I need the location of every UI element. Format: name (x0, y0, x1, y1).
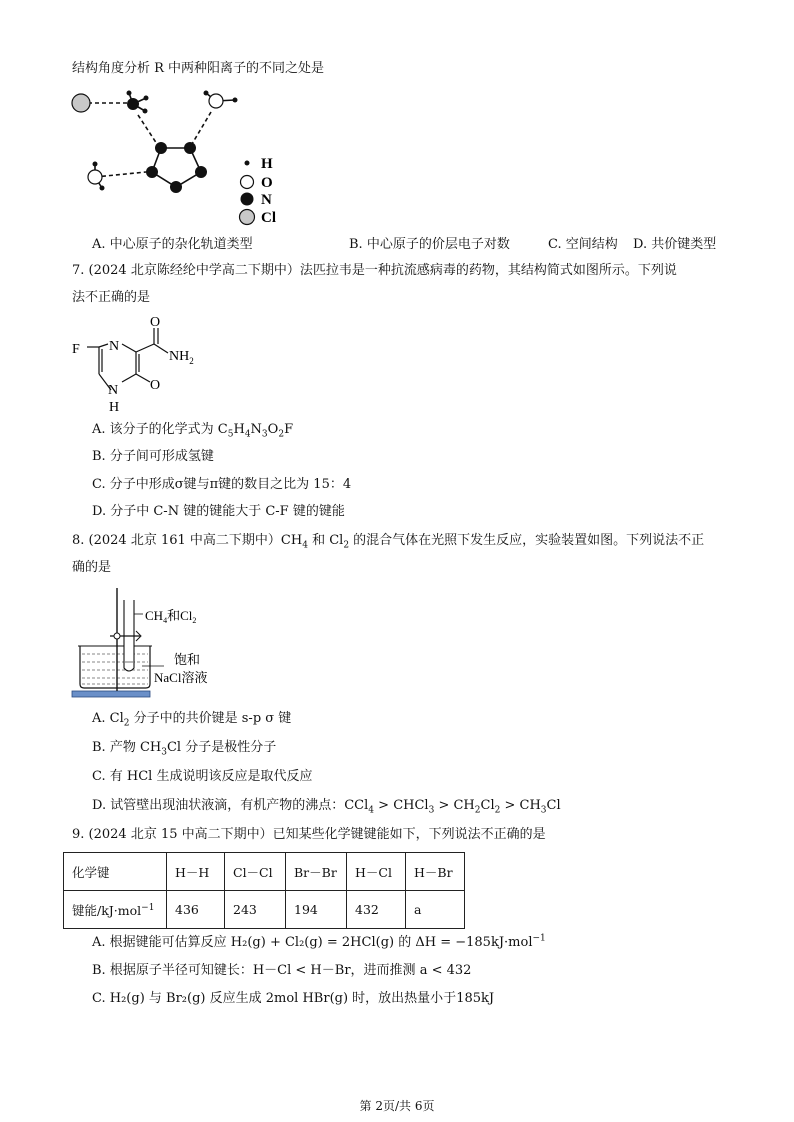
table-cell: 432 (347, 891, 406, 929)
struct-o1: O (150, 315, 161, 330)
table-cell: Br－Br (286, 853, 347, 891)
legend-cl: Cl (261, 210, 276, 226)
saturated-label: 饱和 (174, 652, 201, 667)
favipiravir-structure (70, 312, 220, 418)
q7-option-a: A. 该分子的化学式为 $C_5H_4N_3O_2F$ (92, 422, 294, 440)
struct-nh2: $NH_2$ (169, 349, 194, 366)
table-cell: H－Br (406, 853, 465, 891)
table-cell: H－H (167, 853, 225, 891)
q8-stem-line2: 确的是 (72, 560, 112, 575)
q8-option-d: D. 试管壁出现油状液滴，有机产物的沸点：CCl$_4$ > CHCl$_3$ > $CH_2Cl_2 > CH_3Cl$ (92, 798, 561, 816)
q6-option-c: C. 空间结构 (548, 237, 618, 252)
q8-option-b: B. 产物 $CH_3Cl$ 分子是极性分子 (92, 740, 277, 758)
gas-label: $CH_4$和$Cl_2$ (145, 608, 197, 625)
struct-f: F (72, 342, 80, 357)
q6-option-b: B. 中心原子的价层电子对数 (349, 237, 510, 252)
reaction-apparatus (70, 584, 230, 700)
cation-structure-figure (60, 84, 300, 234)
legend-o-dot (241, 176, 254, 189)
table-cell: 194 (286, 891, 347, 929)
table-cell: Cl－Cl (225, 853, 286, 891)
q9-option-c: C. H₂(g) 与 Br₂(g) 反应生成 2mol HBr(g) 时，放出热量小于185kJ (92, 991, 495, 1006)
legend-n: N (261, 192, 272, 208)
o-atom (209, 94, 223, 108)
table-cell: a (406, 891, 465, 929)
q6-option-a: A. 中心原子的杂化轨道类型 (92, 237, 253, 252)
q9-stem: 9. (2024 北京 15 中高二下期中）已知某些化学键键能如下，下列说法不正确的是 (72, 827, 546, 842)
legend-h: H (261, 156, 273, 172)
legend-n-dot (241, 193, 254, 206)
q7-option-c: C. 分子中形成σ键与π键的数目之比为 15：4 (92, 477, 352, 492)
intro-line: 结构角度分析 R 中两种阳离子的不同之处是 (72, 61, 325, 76)
legend-h-dot (245, 161, 250, 166)
q7-option-d: D. 分子中 C-N 键的键能大于 C-F 键的键能 (92, 504, 345, 519)
table-row (64, 891, 465, 929)
q7-option-b: B. 分子间可形成氢键 (92, 449, 214, 464)
table-cell: 243 (225, 891, 286, 929)
table-cell: 化学键 (64, 853, 167, 891)
legend-o: O (261, 175, 273, 191)
q6-option-d: D. 共价键类型 (633, 237, 717, 252)
n-atom (127, 98, 139, 110)
q8-option-a: A. $Cl_2$ 分子中的共价键是 s-p σ 键 (92, 711, 292, 729)
q9-option-a: A. 根据键能可估算反应 H₂(g) + Cl₂(g) = 2HCl(g) 的 ΔH = −185kJ·mol$^{-1}$ (92, 933, 546, 950)
cl-atom (72, 94, 90, 112)
struct-n1: N (109, 339, 120, 354)
struct-h: H (109, 400, 120, 415)
table-cell: H－Cl (347, 853, 406, 891)
legend-cl-dot (240, 210, 255, 225)
bond-energy-table (63, 852, 465, 929)
struct-o2: O (150, 378, 161, 393)
q8-stem-line1: 8. (2024 北京 161 中高二下期中）$CH_4$ 和 $Cl_2$ 的混合气体在光照下发生反应，实验装置如图。下列说法不正 (72, 533, 705, 551)
q8-option-c: C. 有 HCl 生成说明该反应是取代反应 (92, 769, 313, 784)
q9-option-b: B. 根据原子半径可知键长：H－Cl < H－Br，进而推测 a < 432 (92, 963, 472, 978)
nacl-label: NaCl溶液 (154, 670, 208, 685)
table-cell: 436 (167, 891, 225, 929)
page-footer: 第 2页/共 6页 (359, 1099, 435, 1113)
table-cell: 键能/kJ·mol$^{-1}$ (64, 891, 167, 929)
struct-n2: N (108, 383, 119, 398)
table-header-row (64, 853, 465, 891)
q7-stem-line2: 法不正确的是 (72, 290, 151, 305)
q7-stem-line1: 7. (2024 北京陈经纶中学高二下期中）法匹拉韦是一种抗流感病毒的药物，其结构简式如图所示。下列说 (72, 263, 677, 278)
